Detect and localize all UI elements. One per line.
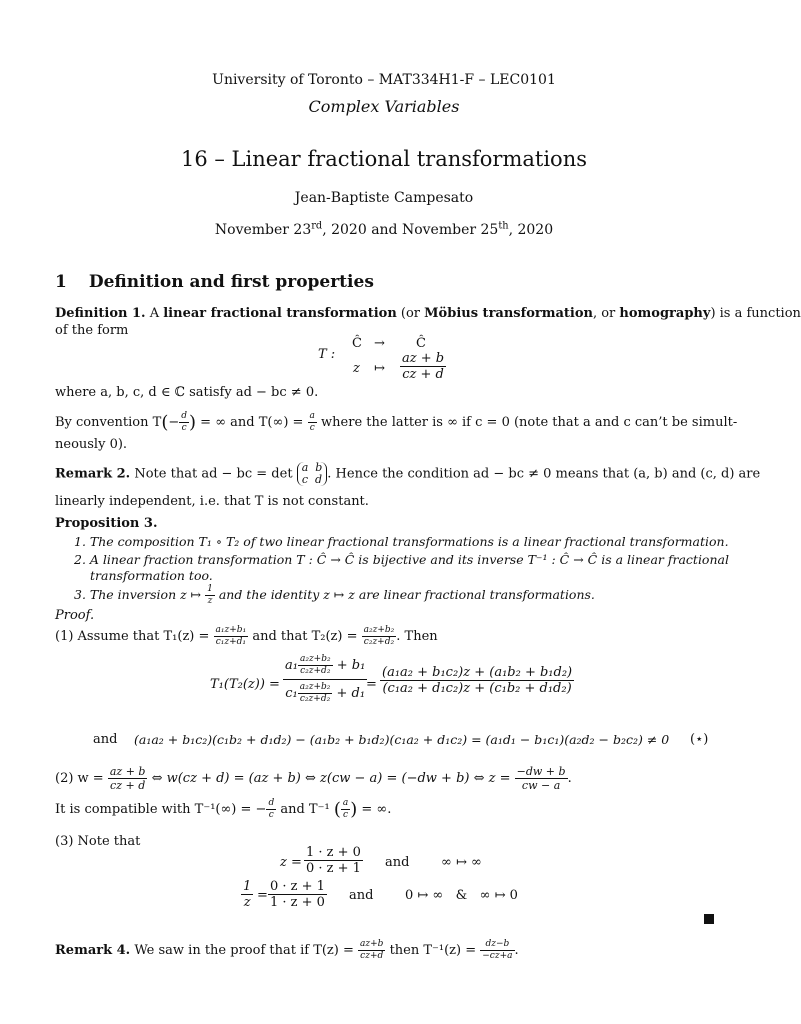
composition-lhs: T₁(T₂(z)) = [210,677,280,692]
text: then T⁻¹(z) = [385,943,481,958]
coefficient: c₁ [285,686,298,701]
term: + d₁ [336,686,366,701]
course-line: University of Toronto – MAT334H1-F – LEC0101 [212,72,556,88]
equation-tag: (⋆) [690,732,709,747]
map-codomain: Ĉ [416,336,426,351]
text: . Then [396,629,438,644]
proposition-item-2: 2. A linear fraction transformation T : Ĉ → Ĉ is bijective and its inverse T⁻¹ : Ĉ → Ĉ is a linear fractional [74,552,729,567]
matrix-entry: c [301,473,309,486]
date-part: , 2020 [508,222,554,238]
composition-result [380,666,574,695]
text: A [149,306,164,321]
author: Jean-Baptiste Campesato [294,190,474,206]
proof-part-3: (3) Note that [55,834,141,849]
numerator: 1 · z + 0 [306,845,361,860]
matrix-entry: a [301,461,309,474]
qed-square-icon [704,914,714,924]
text: ⇔ w(cz + d) = (az + b) ⇔ z(cw − a) = (−dw + b) ⇔ z = [147,771,515,786]
map-T: T : [318,347,336,362]
map-fraction [400,352,446,381]
text: where the latter is ∞ if c = 0 (note that a and c can’t be simult- [316,415,738,430]
numerator: a₂z+b₂ [299,682,331,692]
numerator: −dw + b [516,765,566,778]
denominator: z [243,895,251,910]
term: Möbius transformation [424,306,593,321]
text: It is compatible with T⁻¹(∞) = − [55,802,267,817]
numerator: a [342,798,349,808]
date-part: , 2020 and November 25 [322,222,499,238]
proposition-item-3 [74,585,595,606]
denominator: cz + d [402,367,444,382]
equals-sign: = [366,677,377,692]
text: = ∞. [357,802,392,817]
convention-line-2: neously 0). [55,437,128,452]
denominator: c₂z+d₂ [299,694,331,704]
definition-condition: where a, b, c, d ∈ ℂ satisfy ad − bc ≠ 0. [55,385,319,400]
remark-4 [55,940,519,961]
denominator: c [268,810,274,820]
text: (1) Assume that T₁(z) = [55,629,214,644]
text: and that T₂(z) = [248,629,362,644]
date-sup: th [498,220,509,232]
inverse-lhs [241,880,253,909]
text: (2) w = [55,771,108,786]
proof-part-1 [55,626,438,647]
subject-line: Complex Variables [308,97,460,116]
numerator: d [268,798,275,808]
map-arrow: → [374,336,385,351]
compatibility-line: It is compatible with T⁻¹(∞) = − $\frac{d}{c}$ and T⁻¹ ( $\frac{a}{c}$ ) = ∞. [55,798,392,820]
convention-line: By convention T(− $\frac{d}{c}$ ) = ∞ and T(∞) = $\frac{a}{c}$ where the latter is ∞ if c = 0 (note that a and c can’t be simult- [55,411,738,433]
text: . Hence the condition ad − bc ≠ 0 means that (a, b) and (c, d) are [327,466,761,482]
term: + b₁ [336,658,366,673]
text: Note that ad − bc = det [134,466,293,482]
map-domain: Ĉ [352,336,362,351]
proof-part-2 [55,766,572,791]
text: . [567,771,572,786]
text: , or [592,306,620,321]
infinity-map: ∞ ↦ ∞ [441,855,482,870]
matrix-entry: b [315,461,323,474]
map-to: ↦ [374,361,385,376]
text: ) is a function [710,306,801,321]
definition-label: Definition 1. [55,306,146,321]
numerator: a [309,411,315,421]
numerator: a₁z+b₁ [215,625,247,635]
and-word: and [93,732,118,747]
text: 3. The inversion z ↦ [74,587,206,602]
text: . [514,943,519,958]
matrix [297,462,328,486]
term: linear fractional transformation [163,306,397,321]
numerator: az+b [360,939,384,949]
numerator: 0 · z + 1 [270,879,325,894]
proposition-item-2-cont: transformation too. [90,568,213,583]
equals-sign: = [257,888,268,903]
inverse-fraction [268,880,327,909]
determinant-identity: (a₁a₂ + b₁c₂)(c₁b₂ + d₁d₂) − (a₁b₂ + b₁d₂)(c₁a₂ + d₁c₂) = (a₁d₁ − b₁c₁)(a₂d₂ − b₂c₂) ≠ 0 [134,732,670,747]
numerator: (a₁a₂ + b₁c₂)z + (a₁b₂ + b₁d₂) [382,665,573,680]
remark-label: Remark 4. [55,943,131,958]
denominator: (c₁a₂ + d₁c₂)z + (c₁b₂ + d₁d₂) [382,681,572,696]
text: and T⁻¹ [276,802,330,817]
section-heading [55,272,374,292]
text: We saw in the proof that if T(z) = [134,943,359,958]
page-title: 16 – Linear fractional transformations [180,147,588,171]
denominator: c [343,810,349,820]
section-title: Definition and first properties [88,272,374,292]
map-z: z [353,361,360,376]
denominator: 1 · z + 0 [270,895,325,910]
numerator: dz−b [480,940,514,951]
section-number: 1 [55,272,67,292]
date-sup: rd [311,220,323,232]
zero-infinity-maps: 0 ↦ ∞ & ∞ ↦ 0 [405,888,518,903]
definition-1 [55,306,801,321]
denominator: cz + d [110,779,146,792]
numerator: az + b [109,765,146,778]
denominator: z [207,596,213,606]
and-word: and [349,888,374,903]
remark-2 [55,462,760,486]
denominator: cz+d [360,951,384,961]
z-fraction [304,846,363,875]
numerator: a₂z+b₂ [363,625,395,635]
numerator: a₂z+b₂ [299,654,331,664]
remark-2-cont: linearly independent, i.e. that T is not constant. [55,494,369,509]
z-lhs: z = [280,855,302,870]
denominator: c [181,423,187,433]
coefficient: a₁ [285,658,298,673]
denominator: c₁z+d₁ [215,637,247,647]
denominator: 0 · z + 1 [306,861,361,876]
text: = ∞ and T(∞) = [196,415,308,430]
text: By convention T [55,415,162,430]
definition-1-cont: of the form [55,323,129,338]
date-line [0,222,768,238]
term: homography [619,306,711,321]
composition-nested-fraction [283,655,367,704]
text: (or [396,306,425,321]
proposition-label: Proposition 3. [55,516,158,531]
numerator: 1 [207,584,213,594]
denominator: c₂z+d₂ [300,666,331,676]
denominator: cw − a [521,779,561,792]
numerator: 1 [243,879,252,894]
date-part: November 23 [214,222,312,238]
and-word: and [385,855,410,870]
text: and the identity z ↦ z are linear fractional transformations. [214,587,595,602]
proposition-item-1: 1. The composition T₁ ∘ T₂ of two linear fractional transformations is a linear fractional transformation. [74,534,729,549]
matrix-entry: d [315,473,323,486]
remark-label: Remark 2. [55,466,131,482]
numerator: az + b [402,351,445,366]
proof-label: Proof. [55,608,95,623]
numerator: d [181,411,188,421]
denominator: c₂z+d₂ [363,637,395,647]
denominator: −cz+a [482,951,513,961]
denominator: c [309,423,315,433]
